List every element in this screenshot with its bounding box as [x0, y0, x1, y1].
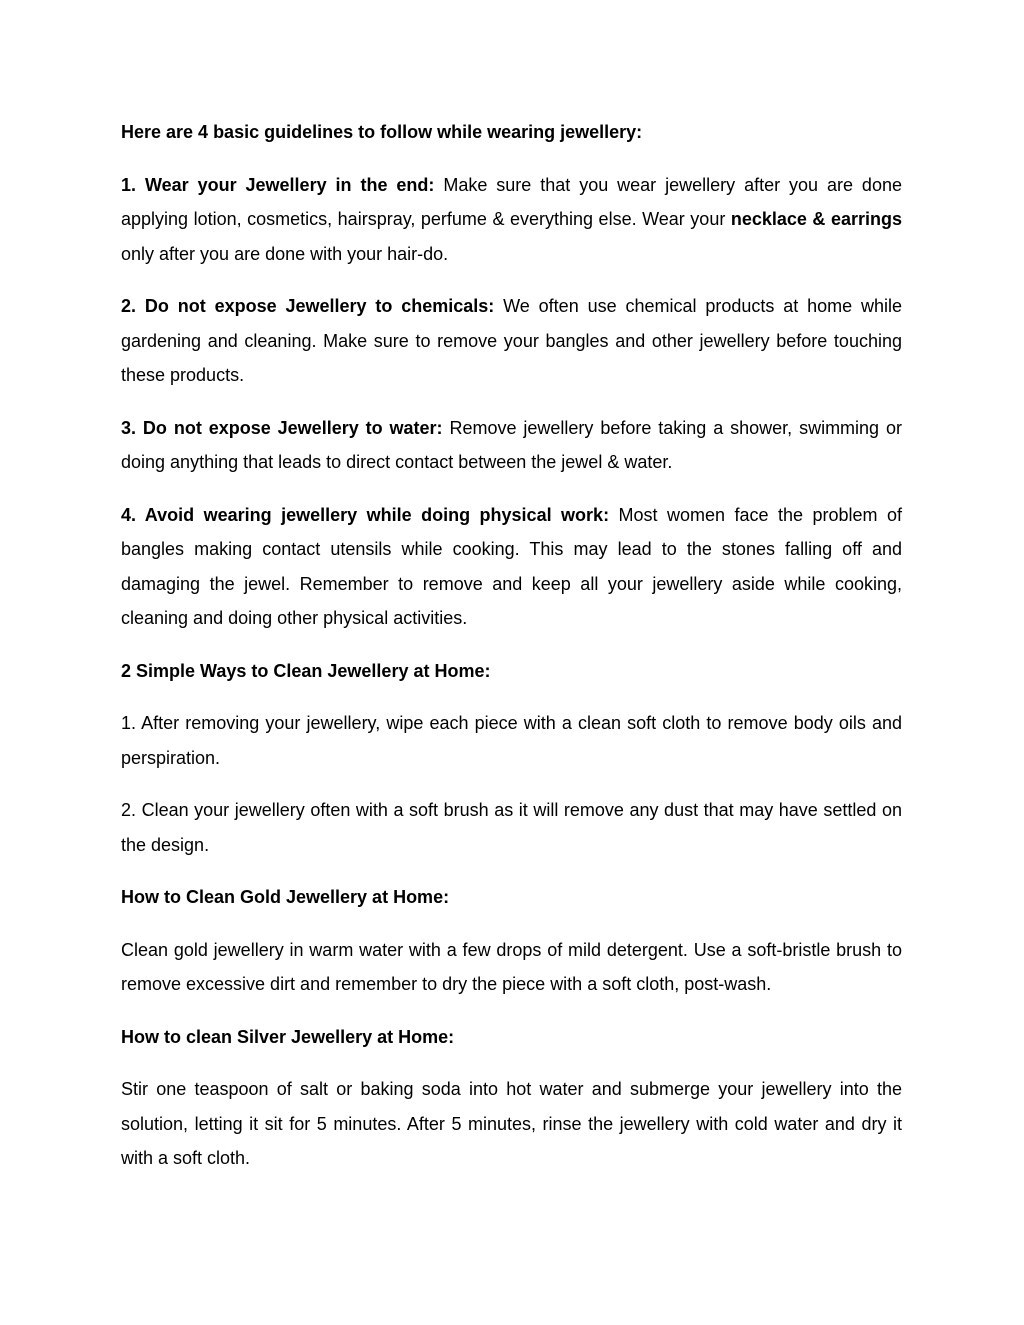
bold-text-segment: 3. Do not expose Jewellery to water:	[121, 417, 450, 438]
document-heading	[121, 880, 902, 915]
document-paragraph	[121, 793, 902, 862]
document-paragraph	[121, 289, 902, 393]
text-segment: We often use chemical products at home while gardening and cleaning. Make sure to remove your bangles and other jewellery before touching these products.	[121, 296, 902, 385]
text-segment: Clean gold jewellery in warm water with a few drops of mild detergent. Use a soft-bristle brush to remove excessive dirt and remember to dry the piece with a soft cloth, post-wash.	[121, 939, 902, 994]
text-segment: Make sure that you wear jewellery after you are done applying lotion, cosmetics, hairspray, perfume & everything else. Wear your	[121, 174, 902, 229]
bold-text-segment: necklace & earrings	[730, 209, 902, 229]
document-paragraph	[121, 168, 902, 272]
text-segment: Most women face the problem of bangles making contact utensils while cooking. This may lead to the stones falling off and damaging the jewel. Remember to remove and keep all your jewellery aside while cooking, cleaning and doing other physical activities.	[121, 504, 902, 628]
bold-text-segment: How to Clean Gold Jewellery at Home:	[121, 887, 450, 907]
document-content	[121, 115, 902, 1194]
document-paragraph	[121, 411, 902, 480]
document-paragraph	[121, 933, 902, 1002]
document-heading	[121, 1020, 902, 1055]
bold-text-segment: 1. Wear your Jewellery in the end:	[121, 174, 444, 195]
bold-text-segment: 4. Avoid wearing jewellery while doing physical work:	[121, 504, 619, 525]
bold-text-segment: Here are 4 basic guidelines to follow while wearing jewellery:	[121, 122, 643, 142]
document-paragraph	[121, 706, 902, 775]
bold-text-segment: 2. Do not expose Jewellery to chemicals:	[121, 296, 504, 316]
bold-text-segment: How to clean Silver Jewellery at Home:	[121, 1026, 455, 1047]
document-heading	[121, 115, 902, 150]
bold-text-segment: 2 Simple Ways to Clean Jewellery at Home:	[121, 660, 491, 681]
document-paragraph	[121, 1072, 902, 1176]
text-segment: only after you are done with your hair-do.	[121, 243, 449, 264]
text-segment: 2. Clean your jewellery often with a soft brush as it will remove any dust that may have settled on the design.	[121, 800, 902, 855]
document-heading	[121, 654, 902, 689]
document-paragraph	[121, 498, 902, 636]
text-segment: Stir one teaspoon of salt or baking soda into hot water and submerge your jewellery into the solution, letting it sit for 5 minutes. After 5 minutes, rinse the jewellery with cold water and dry it with a soft cloth.	[121, 1079, 902, 1168]
text-segment: Remove jewellery before taking a shower, swimming or doing anything that leads to direct contact between the jewel & water.	[121, 417, 902, 472]
text-segment: 1. After removing your jewellery, wipe each piece with a clean soft cloth to remove body oils and perspiration.	[121, 713, 902, 768]
